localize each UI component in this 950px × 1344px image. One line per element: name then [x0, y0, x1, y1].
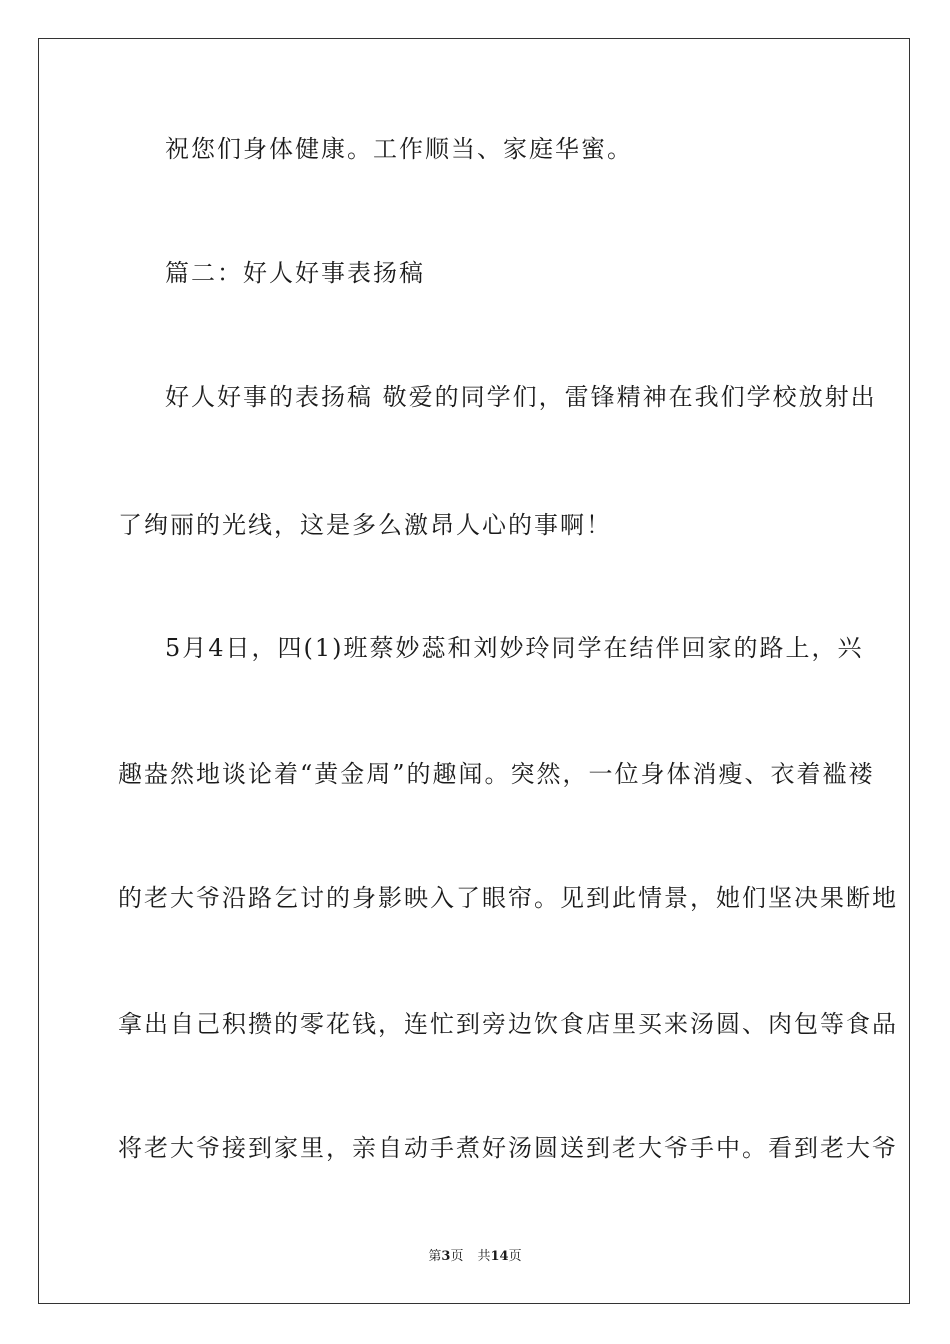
- footer-page-number: 3: [441, 1249, 451, 1264]
- paragraph-line-6: 趣盎然地谈论着“黄金周”的趣闻。突然，一位身体消瘦、衣着褴褛: [118, 760, 875, 788]
- paragraph-line-4: 了绚丽的光线，这是多么激昂人心的事啊！: [118, 511, 612, 539]
- paragraph-line-1: 祝您们身体健康。工作顺当、家庭华蜜。: [165, 135, 633, 163]
- paragraph-line-3: 好人好事的表扬稿 敬爱的同学们，雷锋精神在我们学校放射出: [165, 383, 877, 411]
- page-border: [38, 38, 910, 1304]
- footer-total-suffix: 页: [508, 1249, 522, 1264]
- footer-page-suffix: 页: [450, 1249, 464, 1264]
- page-footer: [0, 1249, 950, 1265]
- footer-total-prefix: 共: [477, 1249, 491, 1264]
- paragraph-line-8: 拿出自己积攒的零花钱，连忙到旁边饮食店里买来汤圆、肉包等食品: [118, 1010, 898, 1038]
- paragraph-line-5: 5月4日，四(1)班蔡妙蕊和刘妙玲同学在结伴回家的路上，兴: [165, 634, 864, 662]
- footer-page-prefix: 第: [428, 1249, 442, 1264]
- paragraph-line-7: 的老大爷沿路乞讨的身影映入了眼帘。见到此情景，她们坚决果断地: [118, 884, 898, 912]
- footer-total-number: 14: [490, 1249, 509, 1264]
- paragraph-line-9: 将老大爷接到家里，亲自动手煮好汤圆送到老大爷手中。看到老大爷: [118, 1134, 898, 1162]
- section-heading: 篇二：好人好事表扬稿: [165, 259, 425, 287]
